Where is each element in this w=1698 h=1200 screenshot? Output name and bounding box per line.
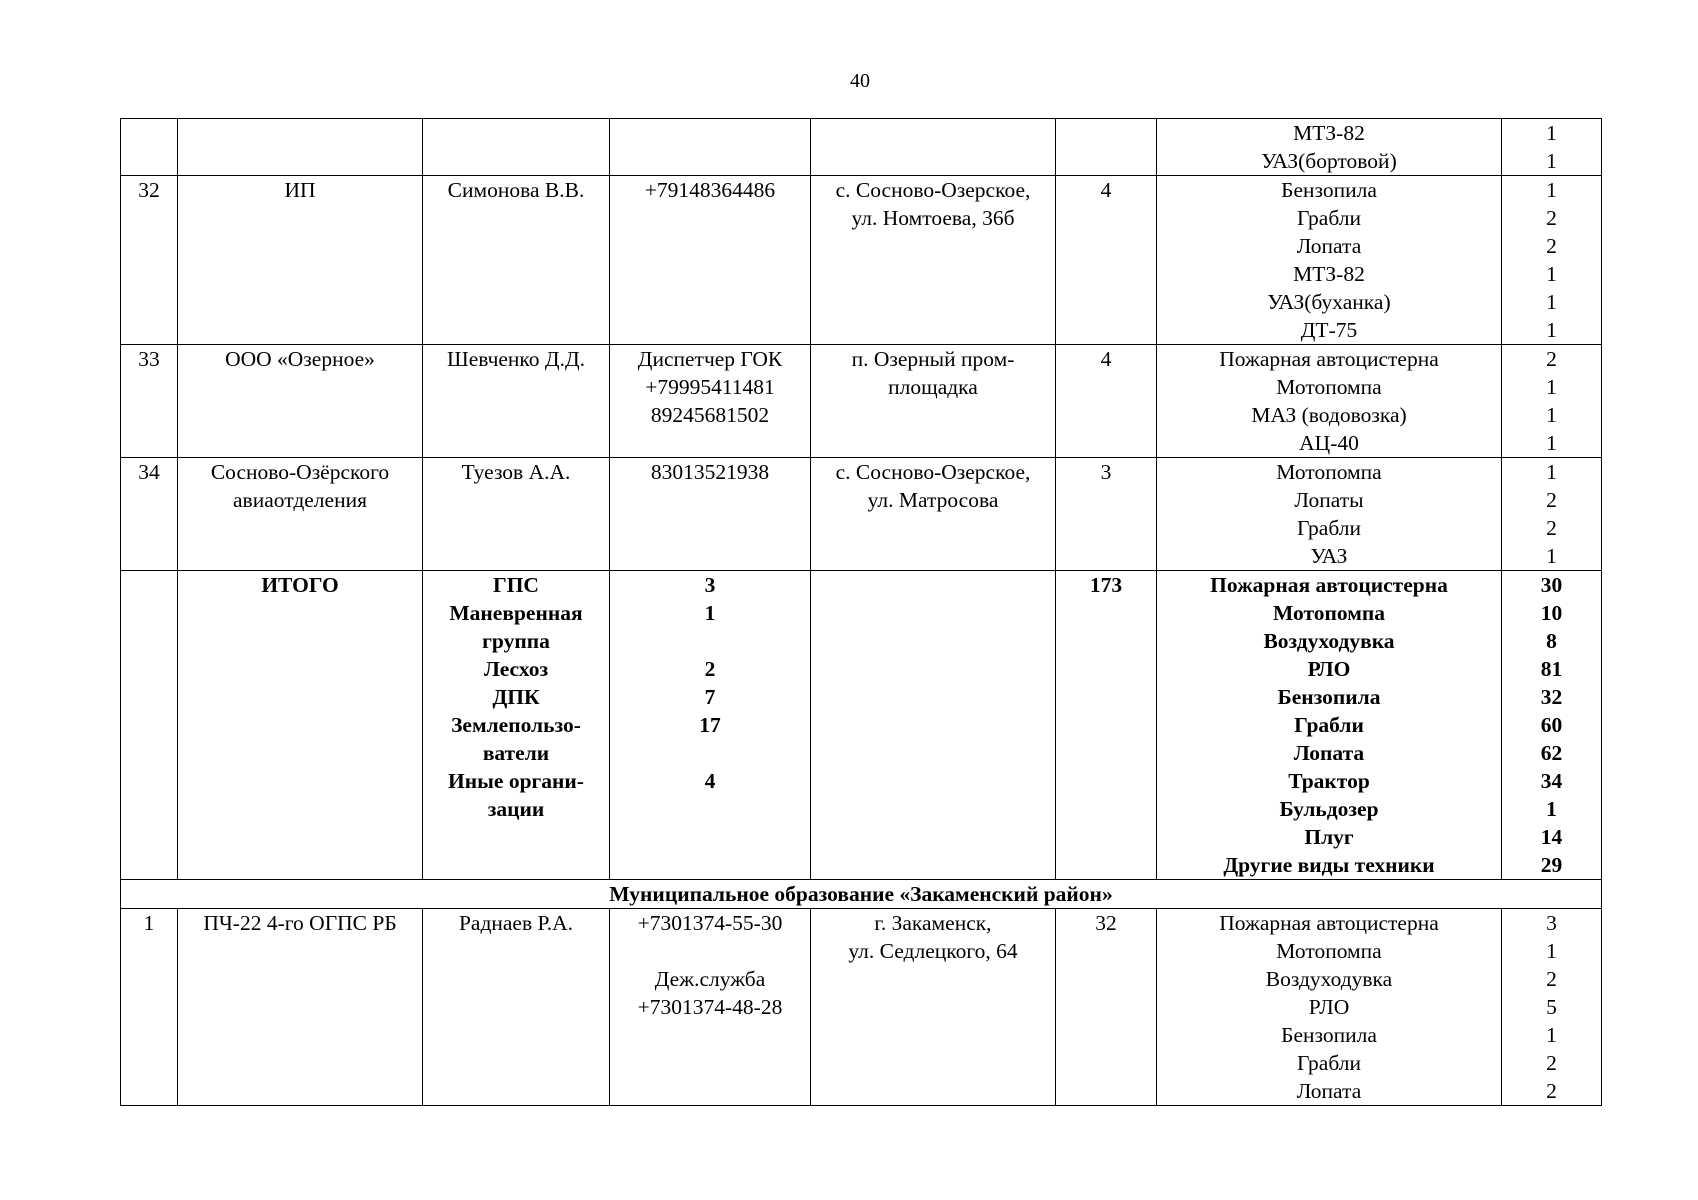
phone-number: +7301374-55-30 bbox=[637, 911, 783, 935]
equipment-item: Лопата bbox=[1296, 1079, 1362, 1103]
address-cell bbox=[811, 909, 1056, 1106]
equipment-item: УАЗ bbox=[1310, 544, 1348, 568]
equipment-quantity: 1 bbox=[1546, 149, 1557, 173]
organization-cell bbox=[178, 345, 423, 458]
staff-count-cell bbox=[1056, 345, 1157, 458]
equipment-item: МТЗ-82 bbox=[1293, 262, 1365, 286]
staff-count-cell bbox=[1056, 176, 1157, 345]
responsible-person-cell bbox=[423, 119, 610, 176]
org-type-cell bbox=[423, 571, 610, 880]
organization-name: Сосново-Озёрского bbox=[210, 460, 390, 484]
org-type-label: группа bbox=[482, 629, 550, 653]
total-equipment-quantity: 60 bbox=[1540, 713, 1563, 737]
staff-count: 32 bbox=[1095, 911, 1117, 935]
equipment-quantity: 1 bbox=[1546, 318, 1557, 342]
equipment-quantity: 1 bbox=[1546, 178, 1557, 202]
row-number: 32 bbox=[138, 178, 160, 202]
quantity-cell bbox=[1502, 176, 1602, 345]
quantity-cell bbox=[1502, 345, 1602, 458]
responsible-person-cell bbox=[423, 909, 610, 1106]
total-equipment-item: Грабли bbox=[1294, 713, 1364, 737]
equipment-item: ДТ-75 bbox=[1300, 318, 1358, 342]
equipment-item: Грабли bbox=[1296, 1051, 1361, 1075]
row-number-cell bbox=[121, 909, 178, 1106]
organization-cell bbox=[178, 458, 423, 571]
address-cell bbox=[811, 345, 1056, 458]
address-cell bbox=[811, 119, 1056, 176]
phone-number: Диспетчер ГОК bbox=[637, 347, 783, 371]
address-line: п. Озерный пром- bbox=[851, 347, 1015, 371]
total-equipment-quantity: 8 bbox=[1546, 629, 1557, 653]
quantity-cell bbox=[1502, 571, 1602, 880]
total-equipment-quantity: 10 bbox=[1540, 601, 1563, 625]
org-type-count-cell bbox=[610, 571, 811, 880]
equipment-item: УАЗ(буханка) bbox=[1267, 290, 1391, 314]
org-type-label: ДПК bbox=[492, 685, 540, 709]
equipment-quantity: 1 bbox=[1546, 1023, 1557, 1047]
address-cell bbox=[811, 458, 1056, 571]
total-equipment-quantity: 62 bbox=[1540, 741, 1563, 765]
address-line: ул. Матросова bbox=[867, 488, 999, 512]
address-line: ул. Седлецкого, 64 bbox=[848, 939, 1018, 963]
table-row bbox=[121, 458, 1602, 571]
equipment-cell bbox=[1157, 909, 1502, 1106]
org-type-count: 4 bbox=[704, 769, 716, 793]
address-line: с. Сосново-Озерское, bbox=[835, 178, 1031, 202]
staff-count: 4 bbox=[1100, 178, 1112, 202]
total-staff-count: 173 bbox=[1089, 573, 1123, 597]
equipment-item: Пожарная автоцистерна bbox=[1219, 347, 1439, 371]
quantity-cell bbox=[1502, 909, 1602, 1106]
table-row bbox=[121, 119, 1602, 176]
equipment-quantity: 2 bbox=[1546, 234, 1557, 258]
organization-cell bbox=[178, 119, 423, 176]
equipment-item: Пожарная автоцистерна bbox=[1219, 911, 1439, 935]
row-number: 34 bbox=[138, 460, 160, 484]
staff-count-cell bbox=[1056, 909, 1157, 1106]
total-equipment-item: Воздуходувка bbox=[1263, 629, 1395, 653]
organization-cell bbox=[178, 909, 423, 1106]
total-equipment-item: Мотопомпа bbox=[1272, 601, 1385, 625]
equipment-quantity: 1 bbox=[1546, 121, 1557, 145]
phone-cell bbox=[610, 458, 811, 571]
total-label-cell bbox=[178, 571, 423, 880]
equipment-item: Бензопила bbox=[1281, 178, 1377, 202]
org-type-label: Землепользо- bbox=[451, 713, 581, 737]
org-type-label: ватели bbox=[482, 741, 550, 765]
address-cell bbox=[811, 176, 1056, 345]
equipment-quantity: 2 bbox=[1546, 516, 1557, 540]
total-equipment-item: Бензопила bbox=[1277, 685, 1381, 709]
staff-count: 4 bbox=[1100, 347, 1112, 371]
equipment-item: РЛО bbox=[1308, 995, 1350, 1019]
table-row bbox=[121, 909, 1602, 1106]
row-number-cell bbox=[121, 571, 178, 880]
responsible-person-cell bbox=[423, 458, 610, 571]
table-row bbox=[121, 345, 1602, 458]
equipment-item: УАЗ(бортовой) bbox=[1261, 149, 1397, 173]
phone-number: +7301374-48-28 bbox=[637, 995, 783, 1019]
equipment-item: Грабли bbox=[1296, 206, 1361, 230]
total-label: ИТОГО bbox=[261, 573, 339, 597]
row-number-cell bbox=[121, 458, 178, 571]
org-type-count: 3 bbox=[704, 573, 716, 597]
responsible-person: Шевченко Д.Д. bbox=[447, 347, 585, 371]
equipment-quantity: 1 bbox=[1546, 262, 1557, 286]
equipment-item: Грабли bbox=[1296, 516, 1361, 540]
row-number-cell bbox=[121, 176, 178, 345]
equipment-item: Бензопила bbox=[1281, 1023, 1377, 1047]
responsible-person-cell bbox=[423, 176, 610, 345]
address-line: ул. Номтоева, 36б bbox=[851, 206, 1015, 230]
table-row bbox=[121, 176, 1602, 345]
equipment-cell bbox=[1157, 345, 1502, 458]
staff-count-cell bbox=[1056, 458, 1157, 571]
total-equipment-quantity: 34 bbox=[1540, 769, 1563, 793]
organization-name: ПЧ-22 4-го ОГПС РБ bbox=[203, 911, 397, 935]
org-type-label: Лесхоз bbox=[483, 657, 549, 681]
equipment-quantity: 1 bbox=[1546, 403, 1557, 427]
total-equipment-quantity: 81 bbox=[1540, 657, 1563, 681]
blank-line bbox=[612, 627, 808, 655]
quantity-cell bbox=[1502, 119, 1602, 176]
equipment-item: МАЗ (водовозка) bbox=[1251, 403, 1407, 427]
total-equipment-item: Другие виды техники bbox=[1223, 853, 1435, 877]
equipment-item: АЦ-40 bbox=[1299, 431, 1359, 455]
blank-line bbox=[612, 739, 808, 767]
section-header-row bbox=[121, 880, 1602, 909]
responsible-person-cell bbox=[423, 345, 610, 458]
org-type-label: Маневренная bbox=[449, 601, 583, 625]
staff-count-cell bbox=[1056, 119, 1157, 176]
responsible-person: Раднаев Р.А. bbox=[458, 911, 574, 935]
equipment-item: Мотопомпа bbox=[1276, 460, 1382, 484]
row-number-cell bbox=[121, 119, 178, 176]
phone-number: 83013521938 bbox=[650, 460, 770, 484]
phone-number: 89245681502 bbox=[650, 403, 770, 427]
address-cell bbox=[811, 571, 1056, 880]
equipment-quantity: 2 bbox=[1546, 206, 1557, 230]
total-equipment-quantity: 14 bbox=[1540, 825, 1563, 849]
equipment-quantity: 1 bbox=[1546, 460, 1557, 484]
equipment-quantity: 1 bbox=[1546, 939, 1557, 963]
total-equipment-item: Бульдозер bbox=[1279, 797, 1379, 821]
equipment-quantity: 1 bbox=[1546, 375, 1557, 399]
org-type-count: 1 bbox=[704, 601, 716, 625]
organization-name: авиаотделения bbox=[233, 488, 367, 512]
equipment-cell bbox=[1157, 176, 1502, 345]
organization-name: ООО «Озерное» bbox=[225, 347, 375, 371]
row-number: 33 bbox=[138, 347, 160, 371]
org-type-count: 17 bbox=[699, 713, 721, 737]
blank-line bbox=[612, 795, 808, 823]
address-line: площадка bbox=[888, 375, 978, 399]
staff-count-cell bbox=[1056, 571, 1157, 880]
equipment-quantity: 2 bbox=[1546, 347, 1557, 371]
equipment-item: Воздуходувка bbox=[1265, 967, 1393, 991]
equipment-quantity: 2 bbox=[1546, 1051, 1557, 1075]
phone-number: +79995411481 bbox=[645, 375, 775, 399]
row-number-cell bbox=[121, 345, 178, 458]
phone-cell bbox=[610, 345, 811, 458]
total-equipment-quantity: 30 bbox=[1540, 573, 1563, 597]
phone-cell bbox=[610, 119, 811, 176]
total-equipment-item: Трактор bbox=[1288, 769, 1370, 793]
phone-number: +79148364486 bbox=[644, 178, 776, 202]
equipment-quantity: 3 bbox=[1546, 911, 1557, 935]
address-line: с. Сосново-Озерское, bbox=[835, 460, 1031, 484]
total-equipment-item: РЛО bbox=[1307, 657, 1351, 681]
org-type-count: 2 bbox=[704, 657, 716, 681]
row-number: 1 bbox=[143, 911, 155, 935]
address-line: г. Закаменск, bbox=[874, 911, 992, 935]
equipment-quantity: 5 bbox=[1546, 995, 1557, 1019]
equipment-cell bbox=[1157, 458, 1502, 571]
equipment-item: Мотопомпа bbox=[1276, 939, 1382, 963]
equipment-quantity: 2 bbox=[1546, 488, 1557, 512]
total-equipment-quantity: 32 bbox=[1540, 685, 1563, 709]
equipment-quantity: 1 bbox=[1546, 544, 1557, 568]
organization-cell bbox=[178, 176, 423, 345]
org-type-label: зации bbox=[487, 797, 545, 821]
org-type-label: ГПС bbox=[493, 573, 539, 597]
blank-line bbox=[612, 937, 808, 965]
equipment-cell bbox=[1157, 571, 1502, 880]
equipment-table bbox=[120, 118, 1602, 1106]
phone-number: Деж.служба bbox=[654, 967, 766, 991]
page-number: 40 bbox=[850, 70, 870, 92]
equipment-quantity: 1 bbox=[1546, 431, 1557, 455]
total-equipment-item: Лопата bbox=[1293, 741, 1365, 765]
equipment-item: Мотопомпа bbox=[1276, 375, 1382, 399]
org-type-count: 7 bbox=[704, 685, 716, 709]
equipment-item: Лопаты bbox=[1294, 488, 1364, 512]
total-equipment-item: Плуг bbox=[1304, 825, 1354, 849]
equipment-item: Лопата bbox=[1296, 234, 1362, 258]
staff-count: 3 bbox=[1100, 460, 1112, 484]
org-type-label: Иные органи- bbox=[448, 769, 584, 793]
equipment-quantity: 2 bbox=[1546, 1079, 1557, 1103]
equipment-quantity: 2 bbox=[1546, 967, 1557, 991]
quantity-cell bbox=[1502, 458, 1602, 571]
equipment-cell bbox=[1157, 119, 1502, 176]
organization-name: ИП bbox=[284, 178, 316, 202]
equipment-item: МТЗ-82 bbox=[1293, 121, 1365, 145]
section-title-cell bbox=[121, 880, 1602, 909]
section-title: Муниципальное образование «Закаменский район» bbox=[609, 882, 1113, 906]
phone-cell bbox=[610, 176, 811, 345]
responsible-person: Симонова В.В. bbox=[447, 178, 585, 202]
phone-cell bbox=[610, 909, 811, 1106]
total-equipment-quantity: 1 bbox=[1546, 797, 1557, 821]
responsible-person: Туезов А.А. bbox=[461, 460, 571, 484]
total-equipment-item: Пожарная автоцистерна bbox=[1210, 573, 1448, 597]
total-equipment-quantity: 29 bbox=[1540, 853, 1563, 877]
total-row bbox=[121, 571, 1602, 880]
equipment-quantity: 1 bbox=[1546, 290, 1557, 314]
